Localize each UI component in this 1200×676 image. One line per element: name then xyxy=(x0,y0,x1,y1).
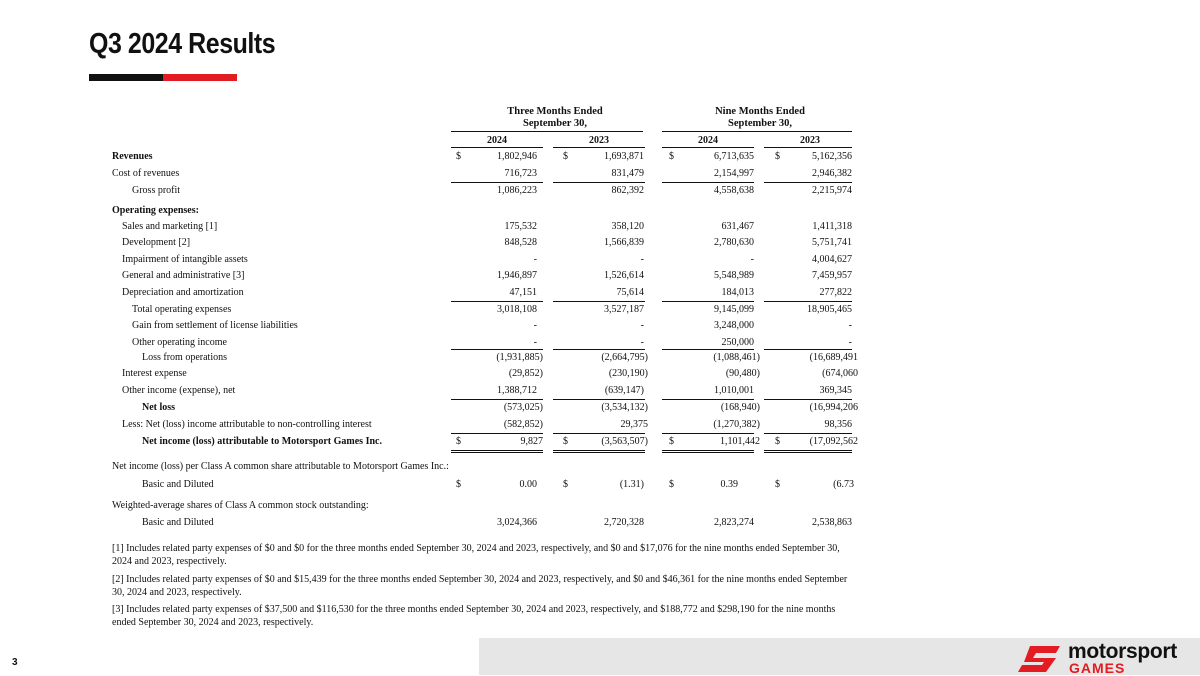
row-label: Impairment of intangible assets xyxy=(122,254,248,265)
year-rule xyxy=(553,147,645,148)
title-underline-black xyxy=(89,74,163,81)
row-label: Net income (loss) attributable to Motorsport Games Inc. xyxy=(142,436,382,447)
group-rule xyxy=(662,131,852,132)
row-value: 5,548,989 xyxy=(714,270,754,281)
row-value: 2,780,630 xyxy=(714,237,754,248)
subtotal-rule xyxy=(764,349,852,350)
row-value: (1,270,382) xyxy=(713,419,760,430)
year-rule xyxy=(764,147,852,148)
row-value: 358,120 xyxy=(611,221,644,232)
row-value: (1,088,461) xyxy=(713,352,760,363)
row-label: General and administrative [3] xyxy=(122,270,245,281)
year-header: 2023 xyxy=(800,135,820,146)
row-value: - xyxy=(533,320,537,331)
row-value: 47,151 xyxy=(509,287,537,298)
subtotal-rule xyxy=(764,301,852,302)
row-value: 831,479 xyxy=(611,168,644,179)
subtotal-rule xyxy=(662,301,754,302)
total-double-rule xyxy=(451,450,543,451)
year-header: 2023 xyxy=(589,135,609,146)
dollar-sign: $ xyxy=(563,151,568,162)
eps-value: 0.39 xyxy=(720,479,738,490)
row-value: (582,852) xyxy=(503,419,543,430)
row-value: 9,145,099 xyxy=(714,304,754,315)
subtotal-rule xyxy=(764,182,852,183)
shares-value: 2,823,274 xyxy=(714,517,754,528)
row-value: 848,528 xyxy=(504,237,537,248)
footnote: [1] Includes related party expenses of $0 and $0 for the three months ended September 30, 2024 and 2023, respectively, and $0 and $17,076 for the nine months ended September 30, 2024 and 2023, respectively. xyxy=(112,543,840,567)
row-value: - xyxy=(640,337,644,348)
row-value: - xyxy=(640,320,644,331)
row-value: (90,480) xyxy=(725,368,760,379)
row-value: 1,411,318 xyxy=(812,221,852,232)
logo-subtitle: GAMES xyxy=(1069,660,1126,676)
subtotal-rule xyxy=(451,433,543,434)
eps-value: (6.73 xyxy=(833,479,854,490)
row-label: Less: Net (loss) income attributable to non-controlling interest xyxy=(122,419,372,430)
subtotal-rule xyxy=(662,433,754,434)
dollar-sign: $ xyxy=(775,436,780,447)
motorsport-games-logo xyxy=(1016,641,1198,675)
row-value: (17,092,562 xyxy=(809,436,858,447)
subtotal-rule xyxy=(553,301,645,302)
row-label: Gross profit xyxy=(132,185,181,196)
subtotal-rule xyxy=(553,399,645,400)
row-value: 29,375 xyxy=(620,419,648,430)
shares-value: 2,720,328 xyxy=(604,517,644,528)
group-rule xyxy=(451,131,643,132)
eps-value: 0.00 xyxy=(519,479,537,490)
row-value: - xyxy=(533,337,537,348)
row-label: Operating expenses: xyxy=(112,205,199,216)
row-value: (16,994,206 xyxy=(809,402,858,413)
total-double-rule xyxy=(553,450,645,451)
row-value: (3,534,132) xyxy=(601,402,648,413)
subtotal-rule xyxy=(451,301,543,302)
row-value: (573,025) xyxy=(503,402,543,413)
row-label: Revenues xyxy=(112,151,153,162)
subtotal-rule xyxy=(764,399,852,400)
footnote: [2] Includes related party expenses of $0 and $15,439 for the three months ended September 30, 2024 and 2023, respectively, and $0 and $46,361 for the nine months ended September 30, 2024 and 2023, respectively. xyxy=(112,574,848,598)
dollar-sign: $ xyxy=(563,479,568,490)
row-value: 75,614 xyxy=(616,287,644,298)
row-value: - xyxy=(750,254,754,265)
row-value: 184,013 xyxy=(721,287,754,298)
row-value: (2,664,795) xyxy=(601,352,648,363)
row-value: 862,392 xyxy=(611,185,644,196)
subtotal-rule xyxy=(553,349,645,350)
dollar-sign: $ xyxy=(669,151,674,162)
row-label: Other operating income xyxy=(132,337,227,348)
row-value: 1,693,871 xyxy=(604,151,644,162)
row-value: 3,248,000 xyxy=(714,320,754,331)
row-value: (674,060 xyxy=(822,368,858,379)
eps-row-label: Basic and Diluted xyxy=(142,479,214,490)
page-number: 3 xyxy=(12,657,18,668)
row-value: 369,345 xyxy=(819,385,852,396)
total-double-rule xyxy=(451,452,543,453)
row-value: 4,004,627 xyxy=(812,254,852,265)
dollar-sign: $ xyxy=(456,151,461,162)
subtotal-rule xyxy=(662,399,754,400)
title-underline-red xyxy=(163,74,237,81)
row-label: Net loss xyxy=(142,402,176,413)
motorsport-logo-icon xyxy=(1016,644,1062,674)
row-value: (230,190) xyxy=(608,368,648,379)
row-value: 6,713,635 xyxy=(714,151,754,162)
subtotal-rule xyxy=(451,399,543,400)
dollar-sign: $ xyxy=(775,479,780,490)
total-double-rule xyxy=(553,452,645,453)
row-value: 175,532 xyxy=(504,221,537,232)
row-label: Cost of revenues xyxy=(112,168,180,179)
row-label: Depreciation and amortization xyxy=(122,287,244,298)
shares-value: 2,538,863 xyxy=(812,517,852,528)
row-value: 1,802,946 xyxy=(497,151,537,162)
row-value: 1,526,614 xyxy=(604,270,644,281)
subtotal-rule xyxy=(662,182,754,183)
row-value: (29,852) xyxy=(508,368,543,379)
row-value: 1,946,897 xyxy=(497,270,537,281)
year-rule xyxy=(662,147,754,148)
row-value: - xyxy=(533,254,537,265)
shares-header: Weighted-average shares of Class A common stock outstanding: xyxy=(112,500,369,511)
row-value: (3,563,507) xyxy=(601,436,648,447)
dollar-sign: $ xyxy=(563,436,568,447)
group-header-nine-months: Nine Months Ended September 30, xyxy=(715,106,805,129)
row-value: 250,000 xyxy=(721,337,754,348)
row-value: - xyxy=(640,254,644,265)
year-rule xyxy=(451,147,543,148)
row-value: 3,527,187 xyxy=(604,304,644,315)
total-double-rule xyxy=(662,452,754,453)
dollar-sign: $ xyxy=(456,479,461,490)
row-value: 5,751,741 xyxy=(812,237,852,248)
row-label: Gain from settlement of license liabilities xyxy=(132,320,298,331)
row-value: (16,689,491 xyxy=(809,352,858,363)
dollar-sign: $ xyxy=(456,436,461,447)
row-value: 716,723 xyxy=(504,168,537,179)
dollar-sign: $ xyxy=(669,479,674,490)
row-label: Other income (expense), net xyxy=(122,385,236,396)
row-value: 2,946,382 xyxy=(812,168,852,179)
row-value: 9,827 xyxy=(520,436,543,447)
subtotal-rule xyxy=(451,349,543,350)
row-label: Interest expense xyxy=(122,368,187,379)
row-value: 4,558,638 xyxy=(714,185,754,196)
row-value: 1,388,712 xyxy=(497,385,537,396)
row-value: - xyxy=(848,337,852,348)
row-label: Development [2] xyxy=(122,237,191,248)
eps-header: Net income (loss) per Class A common share attributable to Motorsport Games Inc.: xyxy=(112,461,449,472)
row-value: (639,147) xyxy=(604,385,644,396)
subtotal-rule xyxy=(662,349,754,350)
subtotal-rule xyxy=(764,433,852,434)
row-label: Loss from operations xyxy=(142,352,227,363)
logo-wordmark: motorsport xyxy=(1068,640,1177,663)
row-value: 2,215,974 xyxy=(812,185,852,196)
row-value: - xyxy=(848,320,852,331)
row-value: 7,459,957 xyxy=(812,270,852,281)
subtotal-rule xyxy=(451,182,543,183)
row-value: 1,566,839 xyxy=(604,237,644,248)
row-value: 1,101,442 xyxy=(720,436,760,447)
row-value: 1,010,001 xyxy=(714,385,754,396)
total-double-rule xyxy=(764,452,852,453)
subtotal-rule xyxy=(553,182,645,183)
row-value: (168,940) xyxy=(720,402,760,413)
row-value: 1,086,223 xyxy=(497,185,537,196)
row-value: 631,467 xyxy=(721,221,754,232)
footnote: [3] Includes related party expenses of $37,500 and $116,530 for the three months ended September 30, 2024 and 2023, respectively, and $188,772 and $298,190 for the nine months ended September 30, 2024 and 2023, respectively. xyxy=(112,604,836,628)
subtotal-rule xyxy=(553,433,645,434)
total-double-rule xyxy=(764,450,852,451)
total-double-rule xyxy=(662,450,754,451)
shares-value: 3,024,366 xyxy=(497,517,537,528)
eps-value: (1.31) xyxy=(619,479,644,490)
shares-row-label: Basic and Diluted xyxy=(142,517,214,528)
row-value: (1,931,885) xyxy=(496,352,543,363)
row-label: Total operating expenses xyxy=(132,304,232,315)
row-value: 5,162,356 xyxy=(812,151,852,162)
row-value: 18,905,465 xyxy=(807,304,852,315)
row-value: 98,356 xyxy=(824,419,852,430)
row-value: 277,822 xyxy=(819,287,852,298)
row-value: 3,018,108 xyxy=(497,304,537,315)
row-value: 2,154,997 xyxy=(714,168,754,179)
year-header: 2024 xyxy=(487,135,507,146)
dollar-sign: $ xyxy=(775,151,780,162)
dollar-sign: $ xyxy=(669,436,674,447)
year-header: 2024 xyxy=(698,135,718,146)
slide-title: Q3 2024 Results xyxy=(89,28,276,60)
row-label: Sales and marketing [1] xyxy=(122,221,218,232)
group-header-three-months: Three Months Ended September 30, xyxy=(507,106,603,129)
